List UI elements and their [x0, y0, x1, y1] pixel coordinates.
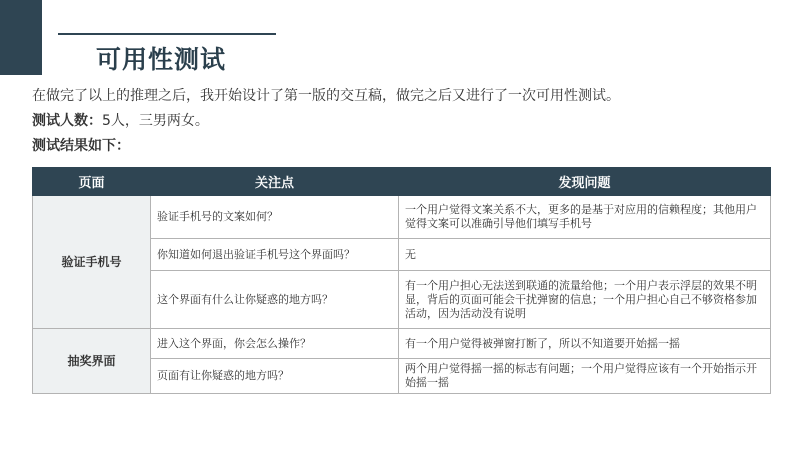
issue-cell: 一个用户觉得文案关系不大，更多的是基于对应用的信赖程度；其他用户觉得文案可以准确引导他们填写手机号 [399, 196, 771, 239]
test-count-value: 5人，三男两女。 [102, 113, 209, 129]
header-page: 页面 [33, 168, 151, 196]
focus-cell: 验证手机号的文案如何？ [151, 196, 399, 239]
page-cell-lottery: 抽奖界面 [33, 329, 151, 394]
table-row [33, 196, 771, 239]
issue-cell: 有一个用户觉得被弹窗打断了，所以不知道要开始摇一摇 [399, 329, 771, 359]
focus-cell: 这个界面有什么让你疑惑的地方吗？ [151, 271, 399, 329]
result-heading-label: 测试结果如下： [32, 138, 130, 154]
test-count-label: 测试人数： [32, 113, 102, 129]
focus-cell: 页面有让你疑惑的地方吗？ [151, 359, 399, 394]
accent-block [0, 0, 42, 75]
table-row [33, 329, 771, 359]
page-title: 可用性测试 [96, 45, 227, 74]
intro-text: 在做完了以上的推理之后，我开始设计了第一版的交互稿，做完之后又进行了一次可用性测试。 [32, 88, 620, 104]
results-table [32, 167, 771, 394]
header-focus: 关注点 [151, 168, 399, 196]
header-issue: 发现问题 [399, 168, 771, 196]
issue-cell: 无 [399, 239, 771, 271]
focus-cell: 进入这个界面，你会怎么操作？ [151, 329, 399, 359]
table-header-row [33, 168, 771, 196]
result-heading [32, 135, 130, 155]
title-underline [58, 33, 276, 35]
issue-cell: 有一个用户担心无法送到联通的流量给他；一个用户表示浮层的效果不明显，背后的页面可能会干扰弹窗的信息；一个用户担心自己不够资格参加活动，因为活动没有说明 [399, 271, 771, 329]
page-cell-verify-phone: 验证手机号 [33, 196, 151, 329]
test-count [32, 110, 209, 130]
issue-cell: 两个用户觉得摇一摇的标志有问题；一个用户觉得应该有一个开始指示开始摇一摇 [399, 359, 771, 394]
focus-cell: 你知道如何退出验证手机号这个界面吗？ [151, 239, 399, 271]
